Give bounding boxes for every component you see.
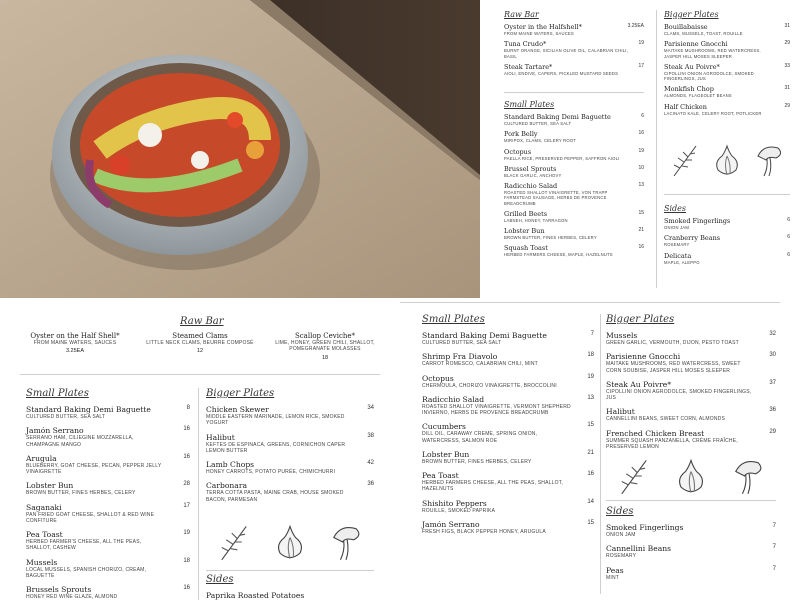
menu-top-right [480, 0, 800, 298]
raw-bar-section [504, 10, 644, 80]
menu-item: Steak Tartare* AIOLI, ENDIVE, CAPERS, PICKLED MUSTARD SEEDS 17 [504, 62, 644, 76]
menu-item: Parisienne Gnocchi MAITAKE MUSHROOMS, RED WATERCRESS, SWEET CORN SOUBISE, JASPER HILL MOSES SLEEPER 30 [606, 352, 776, 374]
garlic-icon [273, 522, 307, 562]
menu-item: Monkfish Chop ALMONDS, FLAGEOLET BEANS 31 [664, 85, 790, 99]
sides-section [606, 506, 776, 587]
menu-item: Saganaki PAN FRIED GOAT CHEESE, SHALLOT & RED WINE CONFITURE 17 [26, 502, 190, 524]
menu-item: Grilled Beets LABNEH, HONEY, TARRAGON 15 [504, 209, 644, 223]
divider [400, 302, 780, 303]
menu-item: Parisienne Gnocchi MAITAKE MUSHROOMS, RED WATERCRESS, JASPER HILL MOSES SLEEPER 29 [664, 40, 790, 59]
salad-photo [0, 0, 480, 298]
menu-item: Mussels LOCAL MUSSELS, SPANISH CHORIZO, CREAM, BAGUETTE 18 [26, 557, 190, 579]
menu-item: Standard Baking Demi Baguette CULTURED BUTTER, SEA SALT 8 [26, 405, 190, 420]
column-divider [656, 10, 657, 288]
bigger-plates-section [606, 314, 776, 456]
herb-sprig-icon [617, 456, 651, 496]
menu-item: Brussels Sprouts HONEY RED WINE GLAZE, ALMOND 16 [26, 585, 190, 600]
section-title: Bigger Plates [606, 314, 675, 325]
section-title: Sides [664, 204, 686, 213]
small-plates-section [26, 388, 190, 600]
salad-bowl-image [0, 0, 480, 298]
menu-item: Tuna Crudo* BURNT ORANGE, SICILIAN OLIVE OIL, CALABRIAN CHILI, BASIL 19 [504, 40, 644, 59]
menu-item: Bouillabaisse CLAMS, MUSSELS, TOAST, ROUILLE 31 [664, 23, 790, 36]
menu-item: Paprika Roasted Potatoes [206, 591, 305, 600]
menu-item: Standard Baking Demi Baguette CULTURED BUTTER, SEA SALT 7 [422, 331, 594, 346]
small-plates-section [504, 100, 644, 262]
menu-item: Lobster Bun BROWN BUTTER, FINES HERBES, CELERY 21 [504, 227, 644, 240]
ingredient-sketches [664, 140, 790, 180]
menu-item: Oyster on the Half Shell* FROM MAINE WATERS, SAUCES 3.25EA [30, 332, 120, 355]
section-title: Sides [206, 574, 234, 585]
menu-item: Squash Toast HERBED FARMERS CHEESE, MAPLE, HAZELNUTS 16 [504, 244, 644, 258]
menu-item: Cannellini Beans ROSEMARY 7 [606, 544, 776, 560]
section-title: Bigger Plates [206, 388, 275, 399]
menu-item: Oyster in the Halfshell* FROM MAINE WATERS, SAUCES 3.25EA [504, 23, 644, 36]
section-title: Bigger Plates [664, 10, 719, 19]
menu-item: Steak Au Poivre* CIPOLLINI ONION AGRODOLCE, SMOKED FINGERLINGS, JUS 33 [664, 62, 790, 81]
sides-section [664, 204, 790, 269]
menu-item: Chicken Skewer MIDDLE EASTERN MARINADE, LEMON RICE, SMOKED YOGURT 34 [206, 405, 374, 427]
section-title: Raw Bar [504, 10, 539, 19]
menu-item: Peas MINT 7 [606, 565, 776, 581]
column-divider [198, 388, 199, 600]
menu-item: Mussels GREEN GARLIC, VERMOUTH, DIJON, PESTO TOAST 32 [606, 331, 776, 346]
divider [606, 500, 776, 501]
garlic-icon [674, 456, 708, 496]
menu-item: Cranberry Beans ROSEMARY 6 [664, 234, 790, 248]
column-divider [600, 314, 601, 594]
small-plates-section [422, 314, 594, 541]
menu-item: Steak Au Poivre* CIPOLLINI ONION AGRODOLCE, SMOKED FINGERLINGS, JUS 37 [606, 379, 776, 401]
menu-item: Pea Toast HERBED FARMERS CHEESE, ALL THE PEAS, SHALLOT, HAZELNUTS 16 [422, 471, 594, 493]
section-title: Small Plates [26, 388, 89, 399]
herb-sprig-icon [670, 142, 700, 178]
sides-section [206, 574, 374, 600]
menu-item: Halibut KEFTES DE ESPINACA, GREENS, CORNICHON CAPER LEMON BUTTER 38 [206, 432, 374, 454]
menu-item: Carbonara TERRA COTTA PASTA, MAINE CRAB, HOUSE SMOKED BACON, PARMESAN 36 [206, 481, 374, 503]
menu-item: Arugula BLUEBERRY, GOAT CHEESE, PECAN, PEPPER JELLY VINAIGRETTE 16 [26, 453, 190, 475]
menu-bottom-left [0, 300, 400, 600]
menu-item: Pea Toast HERBED FARMER'S CHEESE, ALL THE PEAS, SHALLOT, CASHEW 19 [26, 530, 190, 552]
divider [206, 570, 374, 571]
section-title: Raw Bar [180, 316, 224, 327]
ingredient-sketches [206, 520, 374, 564]
menu-item: Octopus CHERMOULA, CHORIZO VINAIGRETTE, BROCCOLINI 19 [422, 373, 594, 389]
menu-item: Cucumbers DILL OIL, CARAWAY CREME, SPRING ONION, WATERCRESS, SALMON ROE 15 [422, 422, 594, 444]
menu-item: Delicata MAPLE, ALEPPO 6 [664, 251, 790, 265]
mushroom-icon [731, 456, 765, 496]
section-title: Sides [606, 506, 634, 517]
menu-item: Smoked Fingerlings ONION JAM 6 [664, 217, 790, 230]
divider [504, 92, 644, 93]
menu-item: Lamb Chops HONEY CARROTS, POTATO PURÉE, CHIMICHURRI 42 [206, 460, 374, 475]
mushroom-icon [754, 142, 784, 178]
menu-item: Radicchio Salad ROASTED SHALLOT VINAIGRETTE, VERMONT SHEPHERD INVIERNO, HERBS DE PROVENCE BREADCRUMB 13 [422, 394, 594, 416]
menu-bottom-right [400, 300, 800, 600]
garlic-icon [712, 142, 742, 178]
menu-item: Lobster Bun BROWN BUTTER, FINES HERBES, CELERY 21 [422, 449, 594, 465]
menu-item: Pork Belly MIRIPOX, CLAMS, CELERY ROOT 16 [504, 130, 644, 144]
divider [664, 194, 790, 195]
menu-item: Standard Baking Demi Baguette CULTURED BUTTER, SEA SALT 6 [504, 113, 644, 126]
menu-item: Jamón Serrano FRESH FIGS, BLACK PEPPER HONEY, ARUGULA 15 [422, 519, 594, 535]
menu-item: Smoked Fingerlings ONION JAM 7 [606, 523, 776, 538]
ingredient-sketches [606, 454, 776, 498]
menu-item: Halibut CANNELLINI BEANS, SWEET CORN, ALMONDS 36 [606, 407, 776, 423]
mushroom-icon [329, 522, 363, 562]
menu-item: Frenched Chicken Breast SUMMER SQUASH PANZANELLA, CRÈME FRAÎCHE, PRESERVED LEMON 29 [606, 428, 776, 450]
menu-item: Radicchio Salad ROASTED SHALLOT VINAIGRETTE, VON TRAPP FARMSTEAD SAUSAGE, HERBS DE PROVENCE BREADCRUMB 13 [504, 182, 644, 206]
section-title: Small Plates [422, 314, 485, 325]
menu-item: Shrimp Fra Diavolo CARROT ROMESCO, CALABRIAN CHILI, MINT 18 [422, 352, 594, 368]
menu-item: Brussel Sprouts BLACK GARLIC, ANCHOVY 10 [504, 164, 644, 178]
menu-item: Octopus PAELLA RICE, PRESERVED PEPPER, SAFFRON AIOLI 19 [504, 147, 644, 161]
menu-item: Half Chicken LACINATO KALE, CELERY ROOT, POTLICKER 29 [664, 102, 790, 116]
bigger-plates-section [206, 388, 374, 509]
menu-item: Scallop Ceviche* LIME, HONEY, GREEN CHILI, SHALLOT, POMEGRANATE MOLASSES 18 [275, 332, 375, 361]
section-title: Small Plates [504, 100, 555, 109]
menu-item: Steamed Clams LITTLE NECK CLAMS, BEURRE COMPOSÉ 12 [146, 332, 254, 355]
menu-item: Lobster Bun BROWN BUTTER, FINES HERBES, CELERY 28 [26, 481, 190, 497]
menu-item: Jamón Serrano SERRANO HAM, CILIEGINE MOZZARELLA, CHAMPAGNE MANGO 16 [26, 426, 190, 448]
bigger-plates-section [664, 10, 790, 120]
divider [20, 374, 380, 375]
herb-sprig-icon [217, 522, 251, 562]
menu-item: Shishito Peppers ROUILLE, SMOKED PAPRIKA 14 [422, 498, 594, 514]
